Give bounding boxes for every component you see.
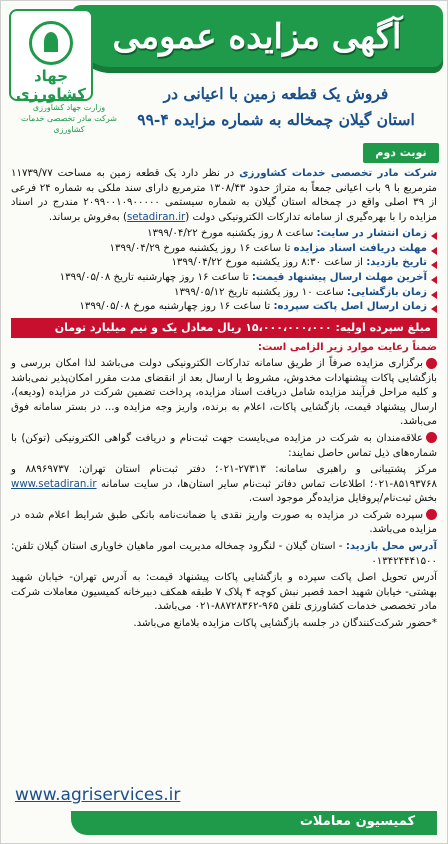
intro-text-end: ) به‌فروش برساند. [48, 211, 127, 223]
schedule-text: تا ساعت ۱۶ روز چهارشنبه تاریخ ۱۳۹۹/۰۵/۰۸ [59, 272, 252, 284]
schedule-text: تا ساعت ۱۶ روز چهارشنبه مورخ ۱۳۹۹/۰۵/۰۸ [79, 301, 274, 313]
schedule-list [11, 227, 437, 314]
schedule-label: زمان بازگشایی: [346, 286, 427, 298]
visit-address-label: آدرس محل بازدید: [345, 541, 437, 553]
rules-intro: ضمناً رعایت موارد زیر الزامی است: [257, 341, 437, 353]
agriservices-link[interactable]: www.agriservices.ir [15, 785, 181, 805]
schedule-text: تا ساعت ۱۶ روز یکشنبه مورخ ۱۳۹۹/۰۴/۲۹ [109, 242, 294, 254]
schedule-item [11, 286, 437, 301]
schedule-item [11, 300, 437, 315]
schedule-text: ساعت ۱۰ روز یکشنبه تاریخ ۱۳۹۹/۰۵/۱۲ [173, 286, 347, 298]
setad-link[interactable]: setadiran.ir [126, 211, 186, 223]
rule-2: علاقه‌مندان به شرکت در مزایده می‌بایست جهت ثبت‌نام و دریافت گواهی الکترونیکی (توکن) با شماره‌های ذیل تماس حاصل نمایند: [11, 432, 437, 459]
jihad-logo [9, 9, 93, 101]
attendance-note: *حضور شرکت‌کنندگان در جلسه بازگشایی پاکات مزایده بلامانع می‌باشد. [133, 617, 437, 629]
schedule-label: مهلت دریافت اسناد مزایده [293, 242, 427, 254]
commission-label: کمیسیون معاملات [299, 814, 415, 829]
setad-website-link[interactable]: www.setadiran.ir [11, 478, 97, 490]
ad-title: آگهی مزایده عمومی [112, 17, 402, 57]
schedule-text: از ساعت ۸:۳۰ روز یکشنبه مورخ ۱۳۹۹/۰۴/۲۲ [171, 257, 367, 269]
footer-bar [71, 811, 437, 835]
visit-address: آدرس محل بازدید: - استان گیلان - لنگرود چمخاله مدیریت امور ماهیان خاویاری استان گیلان تلفن: ۰۱۳۴۲۴۴۴۱۵۰۰ [11, 541, 437, 567]
bullet-icon [426, 509, 437, 520]
auction-subtitle [111, 81, 441, 132]
schedule-label: زمان ارسال اصل پاکت سپرده: [273, 301, 427, 313]
subtitle-line-2: استان گیلان چمخاله به شماره مزایده ۴-۹۹ [137, 109, 415, 129]
company-name: شرکت مادر تخصصی خدمات کشاورزی [239, 168, 438, 179]
subtitle-line-1: فروش یک قطعه زمین با اعیانی در [163, 84, 389, 103]
intro-text: در نظر دارد یک قطعه زمین به مساحت ۱۱۷۳۹/۷۷ مترمربع با ۹ باب اعیانی جمعاً به متراژ حدود ۱۳۰۸/۴۳ مترمربع دارای سند ملکی به شماره ۲۴ فرعی از ۳۹ اصلی واقع در چمخاله استان گیلان به شماره سیستمی ۲۰۹۹۰۰۱۰۹۰۰۰۰۰ مندرج در اسناد مزایده را با بهره‌گیری از سامانه تدارکات الکترونیکی دولت ( [11, 168, 437, 223]
ministry-line-1: وزارت جهاد کشاورزی [32, 103, 106, 112]
schedule-item [11, 256, 437, 271]
round-badge: نوبت دوم [363, 143, 439, 163]
support-info: مرکز پشتیبانی و راهبری سامانه: ۲۷۳۱۳-۰۲۱؛ دفتر ثبت‌نام استان تهران: ۸۸۹۶۹۷۳۷ و ۸۵۱۹۳۷۶۸-۰۲۱؛ اطلاعات تماس دفاتر ثبت‌نام سایر استان‌ها، در سایت سامانه www.setadiran.ir بخش ثبت‌نام/پروفایل مزایده‌گر موجود است. [11, 464, 437, 505]
delivery-address: آدرس تحویل اصل پاکت سپرده و بازگشایی پاکات پیشنهاد قیمت: به آدرس تهران- خیابان شهید بهشتی- خیابان شهید احمد قصیر نبش کوچه ۴ پلاک ۷ طبقه همکف دبیرخانه کمیسیون معاملات شرکت مادر تخصصی خدمات کشاورزی تلفن ۹۶۵-۸۸۷۲۸۳۶۲-۰۲۱ می‌باشد. [11, 572, 437, 613]
schedule-item [11, 227, 437, 242]
schedule-label: زمان انتشار در سایت: [316, 228, 427, 240]
schedule-text: ساعت ۸ روز یکشنبه مورخ ۱۳۹۹/۰۴/۲۲ [147, 228, 317, 240]
wheat-emblem-icon [29, 21, 73, 65]
logo-caption: جهاد کشاورزی [16, 67, 86, 103]
bullet-icon [426, 432, 437, 443]
schedule-item [11, 242, 437, 257]
ministry-line-2: شرکت مادر تخصصی خدمات کشاورزی [21, 113, 117, 134]
rule-1: برگزاری مزایده صرفاً از طریق سامانه تدارکات الکترونیکی دولت می‌باشد لذا امکان بررسی و بازگشایی پاکات پیشنهادات مخدوش، مشروط یا ارسال بعد از انقضای مدت مقرر امکان‌پذیر نمی‌باشد و کلیه مراحل فرآیند مزایده شامل دریافت اسناد مزایده، پرداخت تضمین شرکت در مزایده (ودیعه)، ارسال پیشنهاد قیمت، بازگشایی پاکات، اعلام به برنده، واریز وجه مزایده و... در بستر سامانه فوق می‌باشد. [11, 358, 437, 428]
header-banner [71, 5, 443, 73]
schedule-label: تاریخ بازدید: [366, 257, 427, 269]
deposit-bar: مبلغ سپرده اولیه: ۱۵،۰۰۰،۰۰۰،۰۰۰ ریال معادل یک و نیم میلیارد تومان [11, 318, 437, 338]
intro-paragraph [11, 167, 437, 225]
ad-body [11, 167, 437, 633]
bullet-icon [426, 358, 437, 369]
schedule-item [11, 271, 437, 286]
schedule-label: آخرین مهلت ارسال پیشنهاد قیمت: [251, 272, 427, 284]
rule-3: سپرده شرکت در مزایده به صورت واریز نقدی یا ضمانت‌نامه بانکی طبق شرایط اعلام شده در مزایده می‌باشد. [11, 509, 437, 536]
